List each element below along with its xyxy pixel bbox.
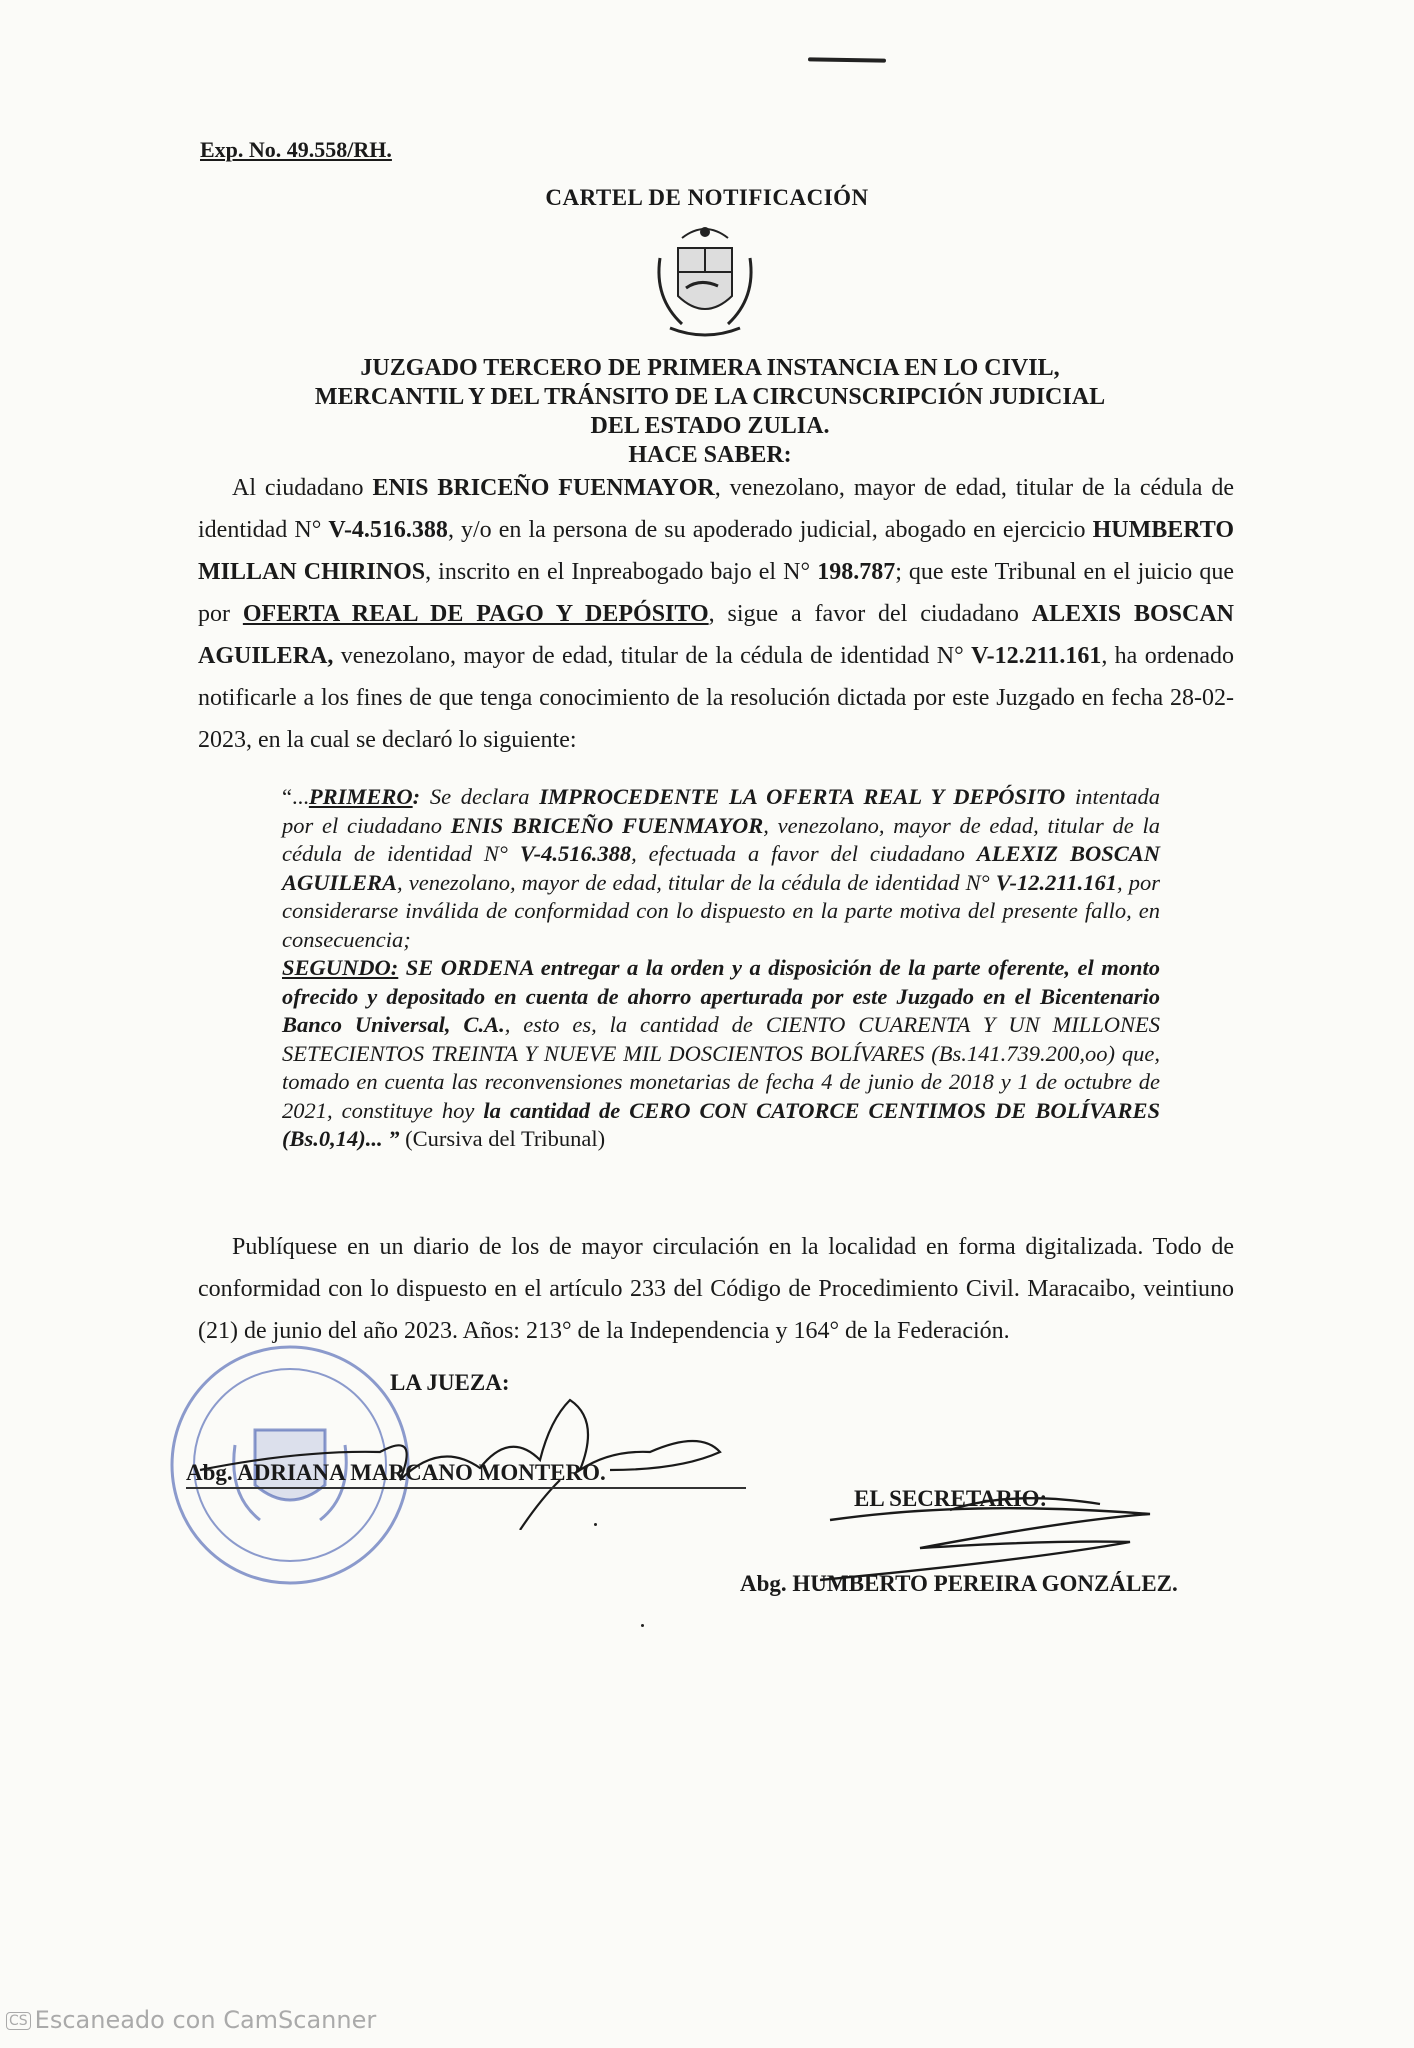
secretary-title: EL SECRETARIO: (854, 1486, 1048, 1511)
party-name-2: ALEXIZ BOSCAN AGUILERA (282, 841, 1160, 895)
order-text: SE ORDENA entregar a la orden y a disposición de la parte oferente, el monto ofrecido y depositado en cuenta de ahorro aperturada por este Juzgado en el Bicentenario Banco Universal, C.A. (282, 955, 1160, 1037)
scanner-watermark (6, 2006, 376, 2034)
court-line-2: MERCANTIL Y DEL TRÁNSITO DE LA CIRCUNSCRIPCIÓN JUDICIAL (314, 384, 1106, 410)
notice-body (198, 467, 1234, 761)
party-name-2: ALEXIS BOSCAN AGUILERA, (198, 601, 1234, 669)
hace-saber: HACE SABER: (628, 442, 792, 468)
text-run: venezolano, mayor de edad, titular de la cédula de identidad N° (333, 643, 972, 669)
inpreabogado-number: 198.787 (817, 559, 896, 585)
text-run: Se declara (420, 784, 540, 809)
amount-text: la cantidad de CERO CON CATORCE CENTIMOS DE BOLÍVARES (Bs.0,14) (282, 1097, 1160, 1151)
text-run: , venezolano, mayor de edad, titular de la cédula de identidad N° (282, 812, 1161, 866)
closing-text: Publíquese en un diario de los de mayor circulación en la localidad en forma digitalizada. Todo de conformidad con lo dispuesto en el artículo 233 del Código de Procedimiento Civil. Maracaibo, veintiuno (21) de junio del año 2023. Años: 213° de la Independencia y 164° de la Federación. (198, 1234, 1234, 1344)
closing-paragraph (198, 1226, 1234, 1352)
expediente-number: Exp. No. 49.558/RH. (200, 137, 392, 162)
id-number-2: V-12.211.161 (995, 869, 1118, 895)
id-number: V-4.516.388 (328, 517, 448, 543)
court-heading (240, 354, 1180, 470)
ink-dot (594, 1523, 597, 1526)
quote-primero (282, 783, 1160, 954)
quote-open: “... (282, 784, 309, 809)
quote-close: ... ” (365, 1126, 400, 1151)
case-type: OFERTA REAL DE PAGO Y DEPÓSITO (242, 601, 709, 627)
text-run: , y/o en la persona de su apoderado judicial, abogado en ejercicio (447, 517, 1093, 543)
document-title: CARTEL DE NOTIFICACIÓN (545, 185, 869, 210)
text-run: , inscrito en el Inpreabogado bajo el N° (425, 559, 818, 585)
judge-name: Abg. ADRIANA MARCANO MONTERO. (186, 1460, 606, 1485)
watermark-text: Escaneado con CamScanner (34, 2006, 377, 2034)
primero-label: PRIMERO (308, 784, 413, 809)
text-run: , por considerarse inválida de conformidad con lo dispuesto en la parte motiva del presente fallo, en consecuencia; (282, 869, 1160, 952)
improcedente-text: IMPROCEDENTE LA OFERTA REAL Y DEPÓSITO (539, 784, 1066, 809)
court-line-3: DEL ESTADO ZULIA. (590, 413, 830, 439)
lawyer-name: HUMBERTO MILLAN CHIRINOS (198, 517, 1234, 585)
text-run: intentada por el ciudadano (282, 784, 1160, 838)
text-run: , sigue a favor del ciudadano (708, 601, 1032, 627)
court-line-1: JUZGADO TERCERO DE PRIMERA INSTANCIA EN LO CIVIL, (360, 355, 1060, 381)
text-run: ; que este Tribunal en el juicio que por (198, 559, 1234, 627)
text-run: , venezolano, mayor de edad, titular de la cédula de identidad N° (198, 475, 1234, 543)
text-run: , venezolano, mayor de edad, titular de la cédula de identidad N° (397, 869, 996, 895)
text-run: Al ciudadano (232, 475, 373, 501)
camscanner-icon: CS (6, 2012, 31, 2030)
ink-dot (641, 1624, 644, 1627)
party-name: ENIS BRICEÑO FUENMAYOR (450, 812, 764, 838)
party-name: ENIS BRICEÑO FUENMAYOR (372, 475, 715, 501)
id-number-2: V-12.211.161 (971, 643, 1102, 669)
text-run: , efectuada a favor del ciudadano (631, 841, 977, 866)
judge-signature-line (186, 1487, 746, 1489)
id-number: V-4.516.388 (519, 841, 632, 866)
text-run: , esto es, la cantidad de CIENTO CUARENTA Y UN MILLONES SETECIENTOS TREINTA Y NUEVE MIL DOSCIENTOS BOLÍVARES (Bs.141.739.200,oo) que, tomado en cuenta las reconvensiones monetarias de fecha 4 de junio de 2018 y 1 de octubre de 2021, constituye hoy (282, 1012, 1160, 1123)
resolution-quote (282, 783, 1160, 1154)
text-run: : (412, 784, 421, 809)
quote-note: (Cursiva del Tribunal) (399, 1126, 606, 1151)
notice-paragraph (198, 467, 1234, 761)
coat-of-arms-icon (640, 218, 770, 348)
segundo-label: SEGUNDO: (282, 955, 399, 980)
scan-mark (808, 57, 886, 62)
judge-title: LA JUEZA: (390, 1370, 510, 1395)
quote-segundo (282, 954, 1160, 1154)
secretary-name: Abg. HUMBERTO PEREIRA GONZÁLEZ. (740, 1571, 1178, 1596)
text-run: , ha ordenado notificarle a los fines de que tenga conocimiento de la resolución dictada por este Juzgado en fecha 28-02-2023, en la cual se declaró lo siguiente: (198, 643, 1234, 753)
